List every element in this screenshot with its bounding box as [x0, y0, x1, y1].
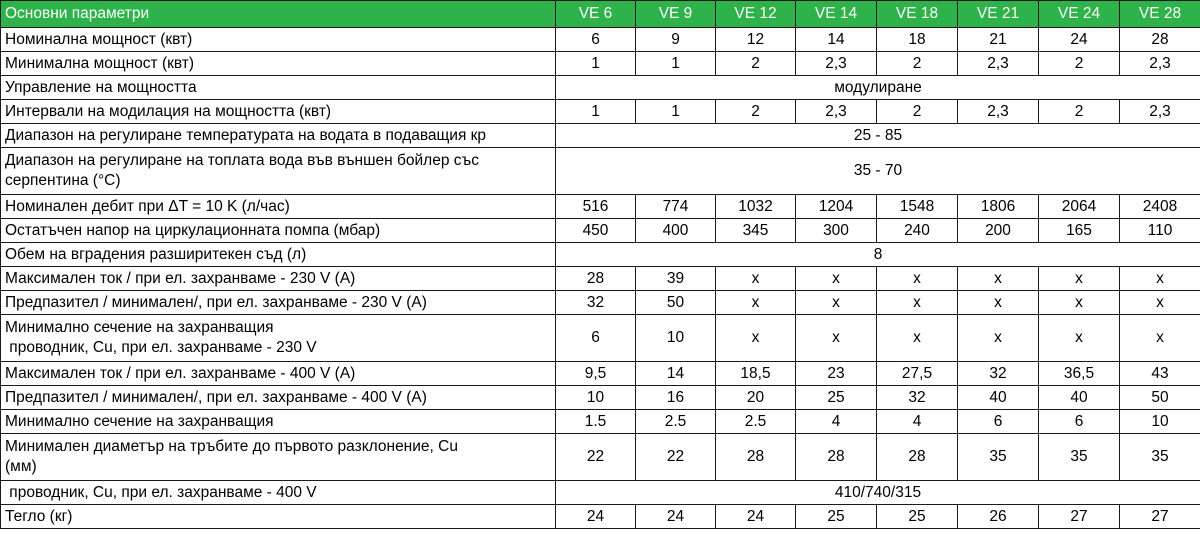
table-cell: 32	[556, 291, 636, 315]
row-label-line: серпентина (°C)	[5, 172, 121, 189]
table-cell: 1806	[958, 195, 1039, 219]
table-cell: 2,3	[1120, 52, 1200, 76]
table-cell: 28	[556, 267, 636, 291]
table-row	[1, 219, 1200, 243]
table-cell: 4	[877, 410, 958, 434]
merged-cell: модулиране	[556, 76, 1200, 100]
table-cell: x	[958, 291, 1039, 315]
table-cell: 40	[1039, 386, 1120, 410]
table-cell: x	[958, 315, 1039, 362]
table-cell: 32	[958, 362, 1039, 386]
table-cell: x	[1120, 291, 1200, 315]
table-cell: 43	[1120, 362, 1200, 386]
table-cell: 6	[1039, 410, 1120, 434]
table-row	[1, 76, 1200, 100]
table-cell: 14	[796, 28, 877, 52]
row-label: Обем на вградения разширитекен съд (л)	[1, 243, 556, 267]
table-cell: x	[1120, 267, 1200, 291]
table-cell: 450	[556, 219, 636, 243]
table-cell: 35	[1039, 434, 1120, 481]
column-header: VE 6	[556, 1, 636, 28]
table-row	[1, 386, 1200, 410]
table-cell: 2.5	[636, 410, 716, 434]
row-label: Диапазон на регулиране температурата на водата в подаващия кр	[1, 124, 556, 148]
table-cell: 28	[877, 434, 958, 481]
table-cell: 10	[1120, 410, 1200, 434]
row-label: Управление на мощността	[1, 76, 556, 100]
table-cell: 240	[877, 219, 958, 243]
row-label-line: проводник, Cu, при ел. захранваме - 230 V	[5, 339, 317, 356]
table-cell: x	[877, 291, 958, 315]
table-cell: 6	[958, 410, 1039, 434]
table-row	[1, 124, 1200, 148]
row-label: Максимален ток / при ел. захранваме - 230 V (A)	[1, 267, 556, 291]
table-cell: 300	[796, 219, 877, 243]
table-cell: 27,5	[877, 362, 958, 386]
table-cell: 2,3	[958, 52, 1039, 76]
column-header: VE 12	[716, 1, 796, 28]
table-cell: 1.5	[556, 410, 636, 434]
table-cell: 22	[556, 434, 636, 481]
row-label: Минимално сечение на захранващия	[1, 410, 556, 434]
table-cell: 28	[716, 434, 796, 481]
table-row	[1, 28, 1200, 52]
table-cell: 200	[958, 219, 1039, 243]
table-cell: 1548	[877, 195, 958, 219]
table-row	[1, 195, 1200, 219]
table-cell: 25	[877, 505, 958, 529]
column-header: VE 24	[1039, 1, 1120, 28]
table-cell: x	[877, 315, 958, 362]
table-cell: 165	[1039, 219, 1120, 243]
table-cell: 39	[636, 267, 716, 291]
table-cell: 110	[1120, 219, 1200, 243]
table-cell: x	[877, 267, 958, 291]
table-cell: 4	[796, 410, 877, 434]
table-cell: 1032	[716, 195, 796, 219]
table-cell: 18	[877, 28, 958, 52]
row-label: Минимална мощност (квт)	[1, 52, 556, 76]
table-cell: 10	[556, 386, 636, 410]
table-row	[1, 291, 1200, 315]
table-cell: 40	[958, 386, 1039, 410]
table-cell: x	[1120, 315, 1200, 362]
column-header: VE 9	[636, 1, 716, 28]
merged-cell: 25 - 85	[556, 124, 1200, 148]
table-row	[1, 267, 1200, 291]
merged-cell: 8	[556, 243, 1200, 267]
column-header: VE 21	[958, 1, 1039, 28]
table-row	[1, 100, 1200, 124]
table-cell: 23	[796, 362, 877, 386]
table-cell: 2,3	[796, 100, 877, 124]
table-cell: 345	[716, 219, 796, 243]
table-cell: 35	[958, 434, 1039, 481]
merged-cell: 35 - 70	[556, 148, 1200, 195]
table-cell: 2064	[1039, 195, 1120, 219]
table-cell: x	[1039, 291, 1120, 315]
table-row	[1, 505, 1200, 529]
table-cell: x	[716, 291, 796, 315]
table-cell: 12	[716, 28, 796, 52]
table-cell: 2408	[1120, 195, 1200, 219]
table-cell: 24	[556, 505, 636, 529]
table-row	[1, 52, 1200, 76]
table-cell: 24	[716, 505, 796, 529]
table-cell: 2	[1039, 52, 1120, 76]
row-label: Интервали на модилация на мощността (квт)	[1, 100, 556, 124]
table-cell: 2	[716, 52, 796, 76]
table-cell: 35	[1120, 434, 1200, 481]
row-label	[1, 315, 556, 362]
column-header: VE 28	[1120, 1, 1200, 28]
table-cell: 400	[636, 219, 716, 243]
table-cell: 6	[556, 28, 636, 52]
row-label: Номинална мощност (квт)	[1, 28, 556, 52]
row-label-line: (мм)	[5, 458, 37, 475]
table-row	[1, 434, 1200, 481]
table-cell: 28	[1120, 28, 1200, 52]
table-cell: 50	[1120, 386, 1200, 410]
table-cell: 27	[1039, 505, 1120, 529]
row-label: Предпазител / минимален/, при ел. захранваме - 400 V (A)	[1, 386, 556, 410]
table-row	[1, 315, 1200, 362]
table-cell: x	[958, 267, 1039, 291]
row-label: проводник, Cu, при ел. захранваме - 400 V	[1, 481, 556, 505]
table-cell: x	[716, 315, 796, 362]
table-cell: 9,5	[556, 362, 636, 386]
row-label	[1, 148, 556, 195]
table-cell: 36,5	[1039, 362, 1120, 386]
table-cell: 1	[556, 52, 636, 76]
table-cell: 2,3	[958, 100, 1039, 124]
table-cell: 16	[636, 386, 716, 410]
header-row	[1, 1, 1200, 28]
column-header: VE 14	[796, 1, 877, 28]
table-cell: x	[796, 315, 877, 362]
table-cell: 2	[716, 100, 796, 124]
row-label-line: Минимален диаметър на тръбите до първото разклонение, Cu	[5, 438, 458, 455]
table-cell: x	[1039, 267, 1120, 291]
table-cell: 27	[1120, 505, 1200, 529]
table-cell: 22	[636, 434, 716, 481]
table-cell: 10	[636, 315, 716, 362]
table-cell: 774	[636, 195, 716, 219]
table-cell: 24	[1039, 28, 1120, 52]
table-cell: 516	[556, 195, 636, 219]
table-cell: x	[716, 267, 796, 291]
table-cell: x	[796, 267, 877, 291]
table-cell: 24	[636, 505, 716, 529]
table-cell: 26	[958, 505, 1039, 529]
table-cell: 28	[796, 434, 877, 481]
row-label: Остатъчен напор на циркулационната помпа (мбар)	[1, 219, 556, 243]
header-label: Основни параметри	[1, 1, 556, 28]
table-cell: 25	[796, 386, 877, 410]
table-row	[1, 481, 1200, 505]
table-cell: 18,5	[716, 362, 796, 386]
table-cell: 9	[636, 28, 716, 52]
row-label-line: Диапазон на регулиране на топлата вода във външен бойлер със	[5, 152, 479, 169]
row-label: Максимален ток / при ел. захранваме - 400 V (A)	[1, 362, 556, 386]
table-cell: 2.5	[716, 410, 796, 434]
table-cell: 1	[636, 100, 716, 124]
table-row	[1, 243, 1200, 267]
row-label: Тегло (кг)	[1, 505, 556, 529]
table-cell: 2,3	[1120, 100, 1200, 124]
table-cell: 1	[556, 100, 636, 124]
row-label-line: Минимално сечение на захранващия	[5, 319, 274, 336]
table-cell: 25	[796, 505, 877, 529]
table-cell: 14	[636, 362, 716, 386]
table-row	[1, 410, 1200, 434]
table-cell: 6	[556, 315, 636, 362]
column-header: VE 18	[877, 1, 958, 28]
table-cell: 2,3	[796, 52, 877, 76]
table-row	[1, 148, 1200, 195]
table-cell: 2	[877, 52, 958, 76]
merged-cell: 410/740/315	[556, 481, 1200, 505]
table-body	[1, 28, 1200, 529]
row-label: Номинален дебит при ΔT = 10 K (л/час)	[1, 195, 556, 219]
table-cell: 50	[636, 291, 716, 315]
table-cell: 1204	[796, 195, 877, 219]
table-cell: x	[1039, 315, 1120, 362]
table-cell: 2	[877, 100, 958, 124]
row-label	[1, 434, 556, 481]
table-cell: 1	[636, 52, 716, 76]
table-cell: 21	[958, 28, 1039, 52]
table-row	[1, 362, 1200, 386]
table-cell: 2	[1039, 100, 1120, 124]
table-cell: 32	[877, 386, 958, 410]
table-cell: x	[796, 291, 877, 315]
table-cell: 20	[716, 386, 796, 410]
row-label: Предпазител / минимален/, при ел. захранваме - 230 V (A)	[1, 291, 556, 315]
